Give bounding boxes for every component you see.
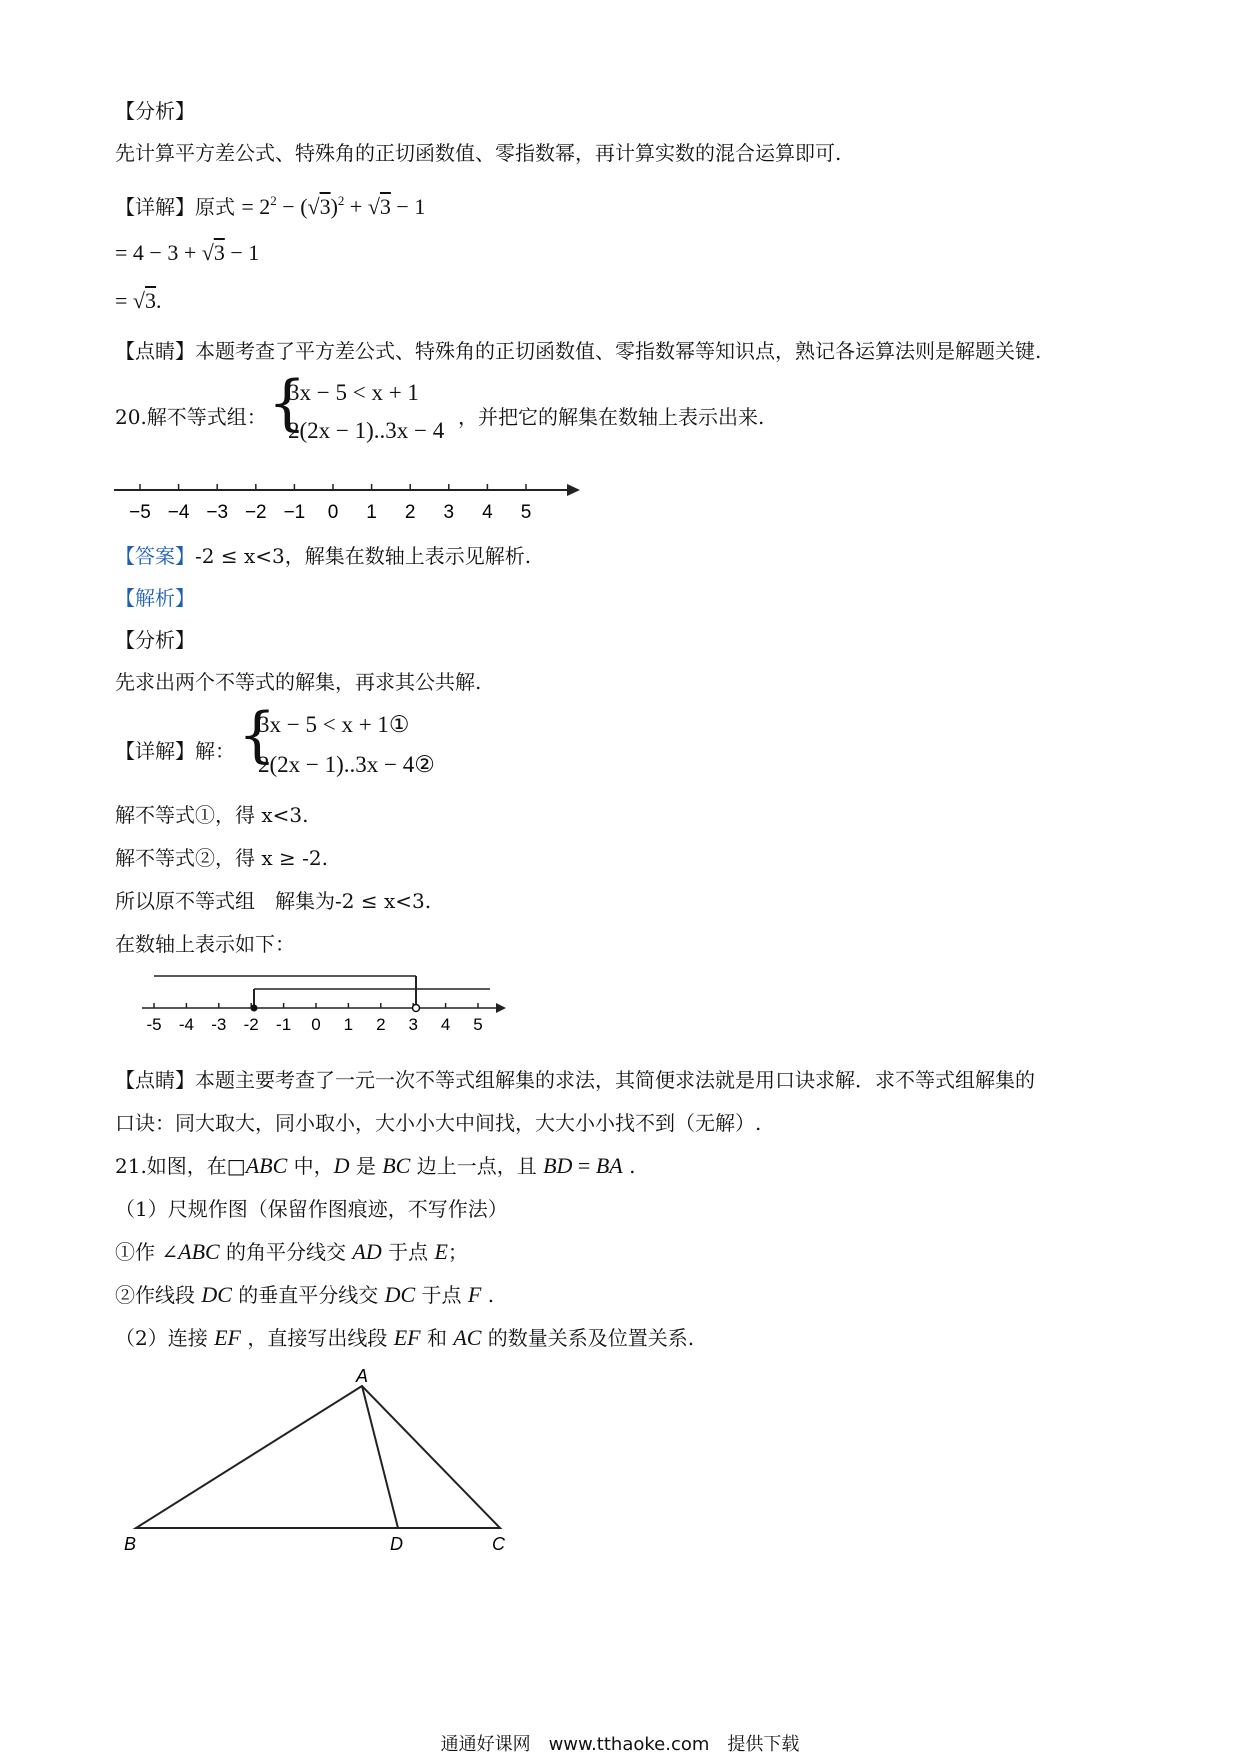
dianjing-heading: 【点睛】 xyxy=(115,339,195,363)
answer-line xyxy=(115,543,531,569)
page-footer: 通通好课网 www.tthaoke.com 提供下载 xyxy=(440,1734,800,1755)
q20-suffix: ，并把它的解集在数轴上表示出来. xyxy=(458,405,765,429)
axis-tick-label: 5 xyxy=(520,502,532,523)
q21-part1-step1: ①作 ∠ABC 的角平分线交 AD 于点 E； xyxy=(115,1239,468,1264)
axis-tick-label: 3 xyxy=(408,1015,418,1034)
axis-tick-label: 4 xyxy=(482,502,493,523)
q21-stem: 21.如图，在□ABC 中，D 是 BC 边上一点，且 BD = BA . xyxy=(115,1153,636,1178)
axis-tick-label: -5 xyxy=(146,1015,162,1034)
q20-fenxi-heading: 【分析】 xyxy=(115,628,195,652)
axis-tick-label: -4 xyxy=(178,1015,194,1034)
fenxi-text: 先计算平方差公式、特殊角的正切函数值、零指数幂，再计算实数的混合运算即可. xyxy=(115,141,842,165)
axis-tick-label: −2 xyxy=(244,502,267,523)
step1-expression: = $2^2 - (√3)^2 + √3 - 1$ xyxy=(241,193,426,219)
xiangjie-line xyxy=(115,188,425,220)
sol-line-1: 解不等式①，得 x<3. xyxy=(115,803,309,827)
number-line-solution xyxy=(140,972,510,1034)
axis-tick-label: −4 xyxy=(167,502,190,523)
axis-tick-label: 0 xyxy=(311,1015,321,1034)
q20-prefix: 20.解不等式组： xyxy=(115,405,267,429)
axis-tick-label: -1 xyxy=(276,1015,292,1034)
sol-line-2: 解不等式②，得 x ≥ -2. xyxy=(115,846,328,870)
q20-sys-ineq-1: 3x − 5 < x + 1① xyxy=(258,712,410,737)
triangle-abc xyxy=(136,1386,500,1528)
axis-tick-label: -3 xyxy=(211,1015,227,1034)
dianjing-line xyxy=(115,338,1041,364)
fenxi-heading: 【分析】 xyxy=(115,99,195,123)
step3-expression: = √3. xyxy=(115,288,162,313)
answer-heading: 【答案】 xyxy=(115,544,195,568)
dianjing-text: 本题考查了平方差公式、特殊角的正切函数值、零指数幂等知识点，熟记各运算法则是解题关键. xyxy=(195,339,1042,363)
axis-tick-label: 2 xyxy=(404,502,416,523)
number-line-blank xyxy=(112,478,582,526)
axis-tick-label: 0 xyxy=(327,502,339,523)
axis-tick-label: 5 xyxy=(473,1015,483,1034)
axis-tick-label: 3 xyxy=(443,502,455,523)
axis-arrow-2 xyxy=(496,1003,506,1013)
yuanshi-label: 原式 xyxy=(195,195,235,219)
q20-dianjing-text-2: 口诀：同大取大，同小取小，大小小大中间找，大大小小找不到（无解）. xyxy=(115,1111,762,1135)
q20-sys-brace: { xyxy=(238,700,277,770)
step2-expression: = 4 − 3 + √3 − 1 xyxy=(115,240,260,265)
q20-brace: { xyxy=(268,368,307,438)
q20-dianjing-text-1: 本题主要考查了一元一次不等式组解集的求法，其简便求法就是用口诀求解．求不等式组解集的 xyxy=(195,1068,1035,1092)
segment-ad xyxy=(362,1386,398,1528)
axis-tick-label: 1 xyxy=(343,1015,354,1034)
axis-arrow xyxy=(567,484,580,496)
q20-dianjing-line-1 xyxy=(115,1067,1035,1093)
axis-tick-label: 1 xyxy=(366,502,377,523)
q21-part1-step2: ②作线段 DC 的垂直平分线交 DC 于点 F . xyxy=(115,1282,495,1307)
q20-ineq-2: 2(2x − 1)..3x − 4 xyxy=(288,418,445,443)
sol-line-3: 所以原不等式组 解集为-2 ≤ x<3. xyxy=(115,889,432,913)
axis-tick-label: −1 xyxy=(283,502,306,523)
open-dot-3 xyxy=(413,1005,420,1012)
label-c: C xyxy=(492,1534,505,1554)
q21-part2: （2）连接 EF ，直接写出线段 EF 和 AC 的数量关系及位置关系. xyxy=(115,1325,695,1350)
xiangjie-heading: 【详解】 xyxy=(115,195,195,219)
axis-tick-label: -2 xyxy=(243,1015,259,1034)
q20-sys-ineq-2: 2(2x − 1)..3x − 4② xyxy=(258,752,435,777)
closed-dot-neg2 xyxy=(251,1005,258,1012)
q21-part1: （1）尺规作图（保留作图痕迹，不写作法） xyxy=(115,1197,508,1221)
triangle-figure xyxy=(110,1368,530,1568)
q20-dianjing-heading: 【点睛】 xyxy=(115,1068,195,1092)
axis-tick-label: −5 xyxy=(129,502,151,523)
q20-xiangjie-heading: 【详解】解： xyxy=(115,739,235,763)
axis-tick-label: −3 xyxy=(206,502,229,523)
sol-line-4: 在数轴上表示如下： xyxy=(115,932,295,956)
q20-ineq-1: 3x − 5 < x + 1 xyxy=(288,380,419,405)
label-d: D xyxy=(390,1534,403,1554)
jiexi-heading: 【解析】 xyxy=(115,586,195,610)
label-a: A xyxy=(356,1368,369,1386)
label-b: B xyxy=(124,1534,137,1554)
q20-fenxi-text: 先求出两个不等式的解集，再求其公共解. xyxy=(115,670,482,694)
answer-text: -2 ≤ x<3，解集在数轴上表示见解析. xyxy=(195,544,532,568)
axis-tick-label: 2 xyxy=(376,1015,386,1034)
axis-tick-label: 4 xyxy=(440,1015,451,1034)
